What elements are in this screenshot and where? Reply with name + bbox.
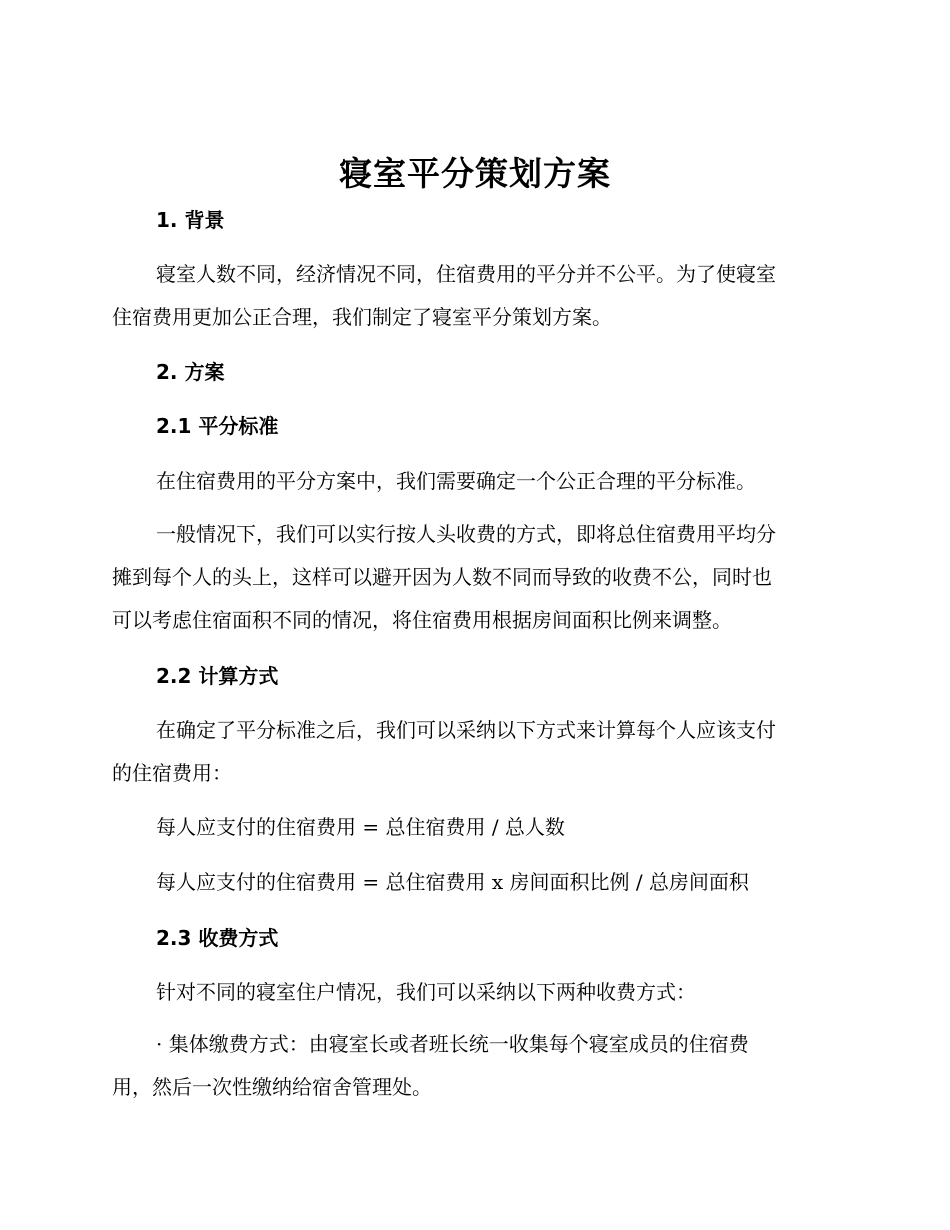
formula-by-area: 每人应支付的住宿费用 = 总住宿费用 x 房间面积比例 / 总房间面积 — [156, 870, 749, 894]
paragraph-line: 在确定了平分标准之后，我们可以采纳以下方式来计算每个人应该支付 — [156, 718, 776, 742]
heading-payment: 2.3 收费方式 — [156, 926, 279, 950]
heading-plan: 2. 方案 — [156, 360, 225, 384]
bullet-line: 用，然后一次性缴纳给宿舍管理处。 — [112, 1075, 432, 1099]
bullet-collective-payment — [112, 1023, 834, 1109]
bullet-line: · 集体缴费方式：由寝室长或者班长统一收集每个寝室成员的住宿费 — [156, 1032, 749, 1056]
paragraph-line: 摊到每个人的头上，这样可以避开因为人数不同而导致的收费不公，同时也 — [112, 565, 772, 589]
paragraph-line: 可以考虑住宿面积不同的情况，将住宿费用根据房间面积比例来调整。 — [112, 608, 732, 632]
paragraph-standard-detail — [112, 513, 834, 642]
paragraph-calculation — [112, 709, 834, 795]
paragraph-background — [112, 253, 834, 339]
paragraph-line: 一般情况下，我们可以实行按人头收费的方式，即将总住宿费用平均分 — [156, 522, 776, 546]
paragraph-payment-intro: 针对不同的寝室住户情况，我们可以采纳以下两种收费方式： — [156, 980, 696, 1004]
paragraph-line: 住宿费用更加公正合理，我们制定了寝室平分策划方案。 — [112, 305, 612, 329]
paragraph-line: 的住宿费用： — [112, 761, 232, 785]
heading-calculation: 2.2 计算方式 — [156, 664, 279, 688]
formula-per-head: 每人应支付的住宿费用 = 总住宿费用 / 总人数 — [156, 815, 565, 839]
paragraph-standard-intro: 在住宿费用的平分方案中，我们需要确定一个公正合理的平分标准。 — [156, 469, 756, 493]
paragraph-line: 寝室人数不同，经济情况不同，住宿费用的平分并不公平。为了使寝室 — [156, 262, 776, 286]
heading-standard: 2.1 平分标准 — [156, 414, 279, 438]
heading-background: 1. 背景 — [156, 208, 225, 232]
document-title: 寝室平分策划方案 — [339, 154, 611, 193]
